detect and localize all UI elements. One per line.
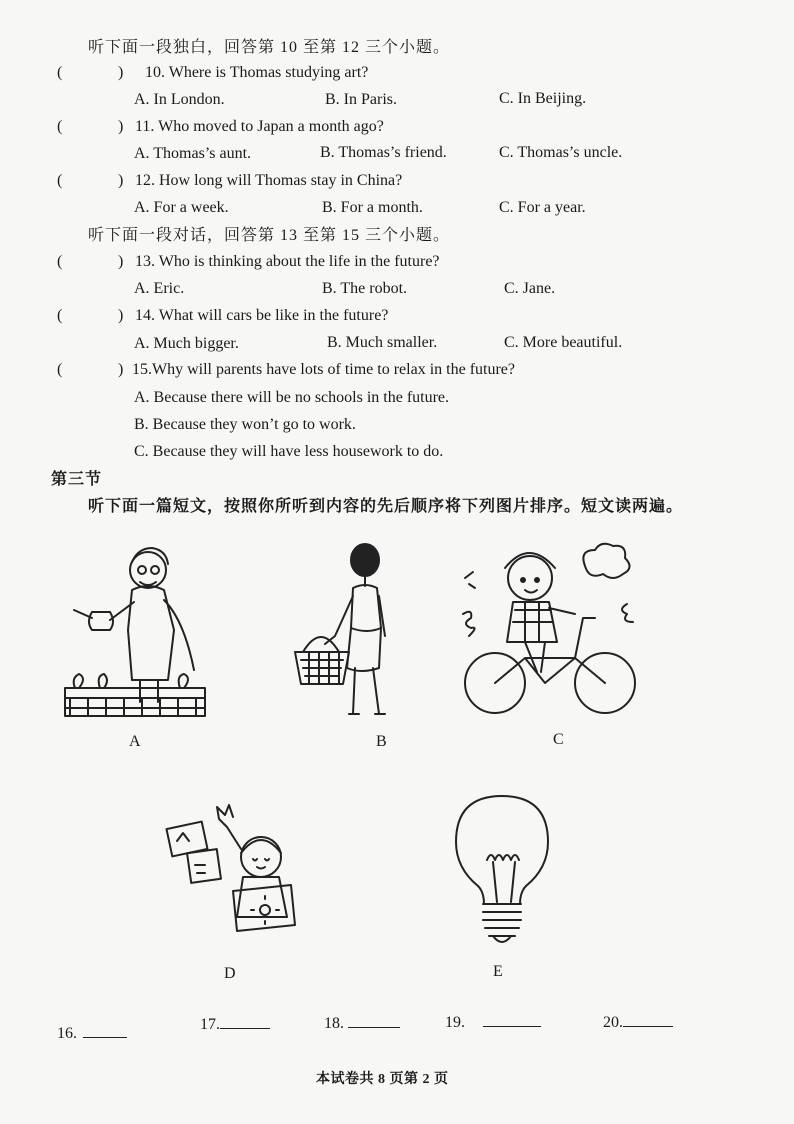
q14-option-b: B. Much smaller. xyxy=(327,334,438,351)
answer-paren-open: ( xyxy=(57,361,63,378)
section3-instruction: 听下面一篇短文，按照你所听到内容的先后顺序将下列图片排序。短文读两遍。 xyxy=(88,498,684,515)
q14-option-a: A. Much bigger. xyxy=(134,335,239,352)
q15-option-a: A. Because there will be no schools in the future. xyxy=(134,389,450,406)
answer-paren-close: ) xyxy=(118,172,124,189)
q10-option-a: A. In London. xyxy=(134,91,225,108)
answer-18[interactable] xyxy=(324,1013,400,1034)
answer-paren-close: ) xyxy=(118,253,124,270)
old-man-watering-plants-icon xyxy=(60,540,210,720)
answer-number-17: 17. xyxy=(200,1016,220,1033)
answer-number-19: 19. xyxy=(445,1014,465,1031)
answer-paren-close: ) xyxy=(118,307,124,324)
q14-option-c: C. More beautiful. xyxy=(504,334,623,351)
q13-option-a: A. Eric. xyxy=(134,280,185,297)
q10-option-c: C. In Beijing. xyxy=(499,90,587,107)
question-13: 13. Who is thinking about the life in the future? xyxy=(135,253,440,270)
woman-with-basket-icon xyxy=(293,540,403,720)
answer-number-20: 20. xyxy=(603,1014,623,1031)
answer-paren-close: ) xyxy=(118,361,124,378)
q11-option-a: A. Thomas’s aunt. xyxy=(134,145,252,162)
instruction-listening-dialogue: 听下面一段对话，回答第 13 至第 15 三个小题。 xyxy=(88,227,451,244)
q11-option-b: B. Thomas’s friend. xyxy=(320,144,447,161)
question-11: 11. Who moved to Japan a month ago? xyxy=(135,118,384,135)
answer-blank-19[interactable] xyxy=(483,1012,541,1027)
q12-option-c: C. For a year. xyxy=(499,199,586,216)
q12-option-b: B. For a month. xyxy=(322,199,423,216)
picture-label-e: E xyxy=(493,963,503,980)
answer-19[interactable] xyxy=(445,1012,541,1033)
answer-17[interactable] xyxy=(200,1014,270,1035)
picture-label-c: C xyxy=(553,731,564,748)
girl-riding-bike-icon xyxy=(455,538,640,718)
light-bulb-icon xyxy=(447,790,557,950)
answer-paren-open: ( xyxy=(57,253,63,270)
picture-label-d: D xyxy=(224,965,236,982)
q15-option-b: B. Because they won’t go to work. xyxy=(134,416,356,433)
q12-option-a: A. For a week. xyxy=(134,199,229,216)
answer-blank-17[interactable] xyxy=(220,1014,270,1029)
question-12: 12. How long will Thomas stay in China? xyxy=(135,172,403,189)
section-heading: 第三节 xyxy=(51,471,103,488)
answer-16[interactable] xyxy=(57,1023,127,1044)
answer-number-16: 16. xyxy=(57,1025,77,1042)
q10-option-b: B. In Paris. xyxy=(325,91,397,108)
picture-label-b: B xyxy=(376,733,387,750)
q11-option-c: C. Thomas’s uncle. xyxy=(499,144,623,161)
answer-paren-open: ( xyxy=(57,172,63,189)
question-10: 10. Where is Thomas studying art? xyxy=(145,64,369,81)
answer-paren-open: ( xyxy=(57,64,63,81)
answer-20[interactable] xyxy=(603,1012,673,1033)
answer-blank-16[interactable] xyxy=(83,1023,127,1038)
answer-paren-open: ( xyxy=(57,307,63,324)
q13-option-b: B. The robot. xyxy=(322,280,408,297)
q15-option-c: C. Because they will have less housework to do. xyxy=(134,443,444,460)
q13-option-c: C. Jane. xyxy=(504,280,556,297)
page-footer: 本试卷共 8 页第 2 页 xyxy=(316,1072,449,1087)
instruction-listening-monologue: 听下面一段独白，回答第 10 至第 12 三个小题。 xyxy=(88,39,451,56)
picture-label-a: A xyxy=(129,733,141,750)
answer-number-18: 18. xyxy=(324,1015,344,1032)
answer-paren-close: ) xyxy=(118,118,124,135)
question-15: 15.Why will parents have lots of time to relax in the future? xyxy=(132,361,515,378)
answer-blank-18[interactable] xyxy=(348,1013,400,1028)
question-14: 14. What will cars be like in the future? xyxy=(135,307,389,324)
girl-drawing-pictures-icon xyxy=(163,795,303,935)
answer-paren-close: ) xyxy=(118,64,124,81)
answer-paren-open: ( xyxy=(57,118,63,135)
answer-blank-20[interactable] xyxy=(623,1012,673,1027)
